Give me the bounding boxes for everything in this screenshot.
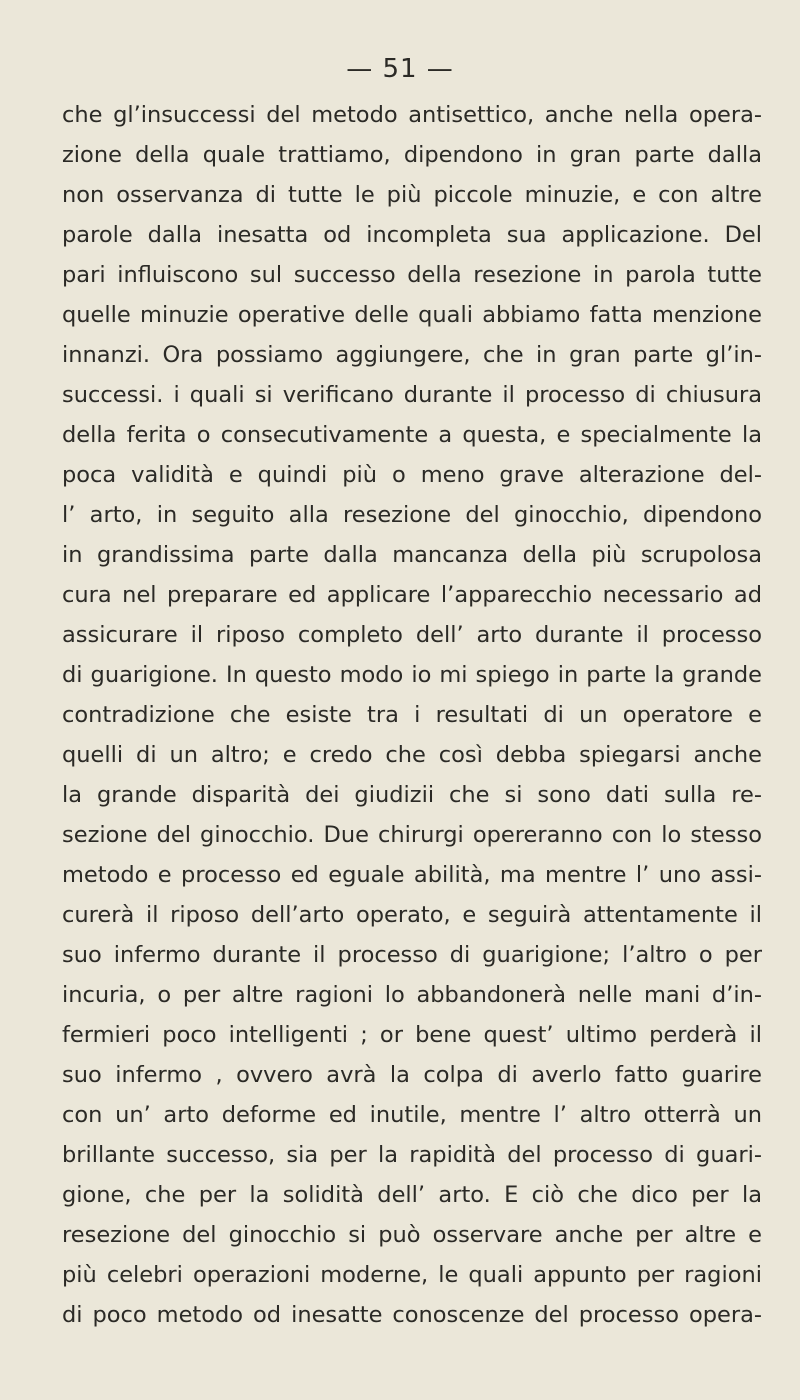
text-line: quelli di un altro; e credo che così debba spiegarsi anche <box>62 742 762 768</box>
text-line: fermieri poco intelligenti ; or bene quest’ ultimo perderà il <box>62 1022 762 1048</box>
text-line: pari influiscono sul successo della resezione in parola tutte <box>62 262 762 288</box>
text-line: successi. i quali si verificano durante il processo di chiusura <box>62 382 762 408</box>
text-line: più celebri operazioni moderne, le quali appunto per ragioni <box>62 1262 762 1288</box>
text-line: suo infermo durante il processo di guarigione; l’altro o per <box>62 942 762 968</box>
text-line: che gl’insuccessi del metodo antisettico, anche nella opera- <box>62 102 762 128</box>
text-line: l’ arto, in seguito alla resezione del ginocchio, dipendono <box>62 502 762 528</box>
text-line: di poco metodo od inesatte conoscenze del processo opera- <box>62 1302 762 1328</box>
text-line: la grande disparità dei giudizii che si sono dati sulla re- <box>62 782 762 808</box>
text-line: di guarigione. In questo modo io mi spiego in parte la grande <box>62 662 762 688</box>
text-line: cura nel preparare ed applicare l’apparecchio necessario ad <box>62 582 762 608</box>
text-line: zione della quale trattiamo, dipendono in gran parte dalla <box>62 142 762 168</box>
text-line: con un’ arto deforme ed inutile, mentre l’ altro otterrà un <box>62 1102 762 1128</box>
text-line: innanzi. Ora possiamo aggiungere, che in gran parte gl’in- <box>62 342 762 368</box>
text-line: brillante successo, sia per la rapidità del processo di guari- <box>62 1142 762 1168</box>
text-line: quelle minuzie operative delle quali abbiamo fatta menzione <box>62 302 762 328</box>
text-line: resezione del ginocchio si può osservare anche per altre e <box>62 1222 762 1248</box>
text-line: in grandissima parte dalla mancanza della più scrupolosa <box>62 542 762 568</box>
text-line: contradizione che esiste tra i resultati di un operatore e <box>62 702 762 728</box>
text-line: gione, che per la solidità dell’ arto. E ciò che dico per la <box>62 1182 762 1208</box>
page-number: — 51 — <box>346 54 454 84</box>
text-line: della ferita o consecutivamente a questa, e specialmente la <box>62 422 762 448</box>
text-line: suo infermo , ovvero avrà la colpa di averlo fatto guarire <box>62 1062 762 1088</box>
text-line: poca validità e quindi più o meno grave alterazione del- <box>62 462 762 488</box>
text-line: sezione del ginocchio. Due chirurgi opereranno con lo stesso <box>62 822 762 848</box>
text-line: metodo e processo ed eguale abilità, ma mentre l’ uno assi- <box>62 862 762 888</box>
text-line: incuria, o per altre ragioni lo abbandonerà nelle mani d’in- <box>62 982 762 1008</box>
body-text <box>62 95 762 1335</box>
text-line: non osservanza di tutte le più piccole minuzie, e con altre <box>62 182 762 208</box>
text-line: parole dalla inesatta od incompleta sua applicazione. Del <box>62 222 762 248</box>
text-line: curerà il riposo dell’arto operato, e seguirà attentamente il <box>62 902 762 928</box>
text-line: assicurare il riposo completo dell’ arto durante il processo <box>62 622 762 648</box>
